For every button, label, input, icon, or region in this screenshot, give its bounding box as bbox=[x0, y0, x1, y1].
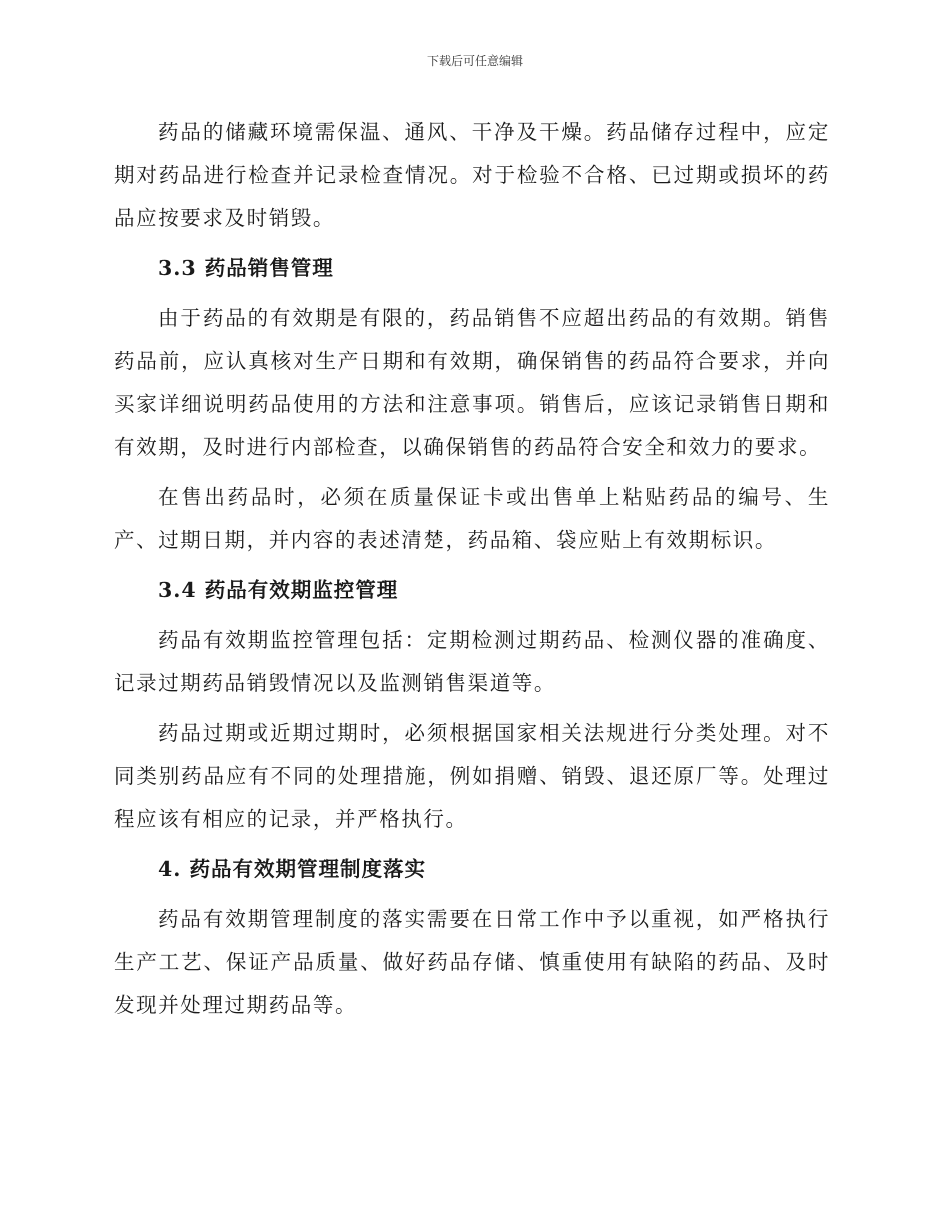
spacer bbox=[114, 841, 830, 848]
paragraph-labeling: 在售出药品时，必须在质量保证卡或出售单上粘贴药品的编号、生产、过期日期，并内容的表述清楚，药品箱、袋应贴上有效期标识。 bbox=[114, 485, 830, 552]
paragraph-sales: 由于药品的有效期是有限的，药品销售不应超出药品的有效期。销售药品前，应认真核对生产日期和有效期，确保销售的药品符合要求，并向买家详细说明药品使用的方法和注意事项。销售后，应该记录销售日期和有效期，及时进行内部检查，以确保销售的药品符合安全和效力的要求。 bbox=[114, 306, 830, 459]
section-heading-4: 4. 药品有效期管理制度落实 bbox=[158, 857, 427, 881]
spacer bbox=[114, 240, 830, 247]
paragraph-expired-handling: 药品过期或近期过期时，必须根据国家相关法规进行分类处理。对不同类别药品应有不同的处理措施，例如捐赠、销毁、退还原厂等。处理过程应该有相应的记录，并严格执行。 bbox=[114, 721, 830, 831]
paragraph-monitoring: 药品有效期监控管理包括：定期检测过期药品、检测仪器的准确度、记录过期药品销毁情况以及监测销售渠道等。 bbox=[114, 628, 830, 695]
page-header: 下载后可任意编辑 bbox=[426, 54, 523, 68]
document-body bbox=[114, 111, 830, 1027]
spacer bbox=[114, 562, 830, 569]
section-heading-3-4: 3.4 药品有效期监控管理 bbox=[158, 578, 399, 602]
spacer bbox=[114, 891, 830, 898]
section-heading-3-3: 3.3 药品销售管理 bbox=[158, 256, 334, 280]
paragraph-storage: 药品的储藏环境需保温、通风、干净及干燥。药品储存过程中，应定期对药品进行检查并记录检查情况。对于检验不合格、已过期或损坏的药品应按要求及时销毁。 bbox=[114, 120, 830, 230]
spacer bbox=[114, 290, 830, 297]
spacer bbox=[114, 705, 830, 712]
spacer bbox=[114, 469, 830, 476]
spacer bbox=[114, 612, 830, 619]
paragraph-implementation: 药品有效期管理制度的落实需要在日常工作中予以重视，如严格执行生产工艺、保证产品质量、做好药品存储、慎重使用有缺陷的药品、及时发现并处理过期药品等。 bbox=[114, 907, 830, 1017]
